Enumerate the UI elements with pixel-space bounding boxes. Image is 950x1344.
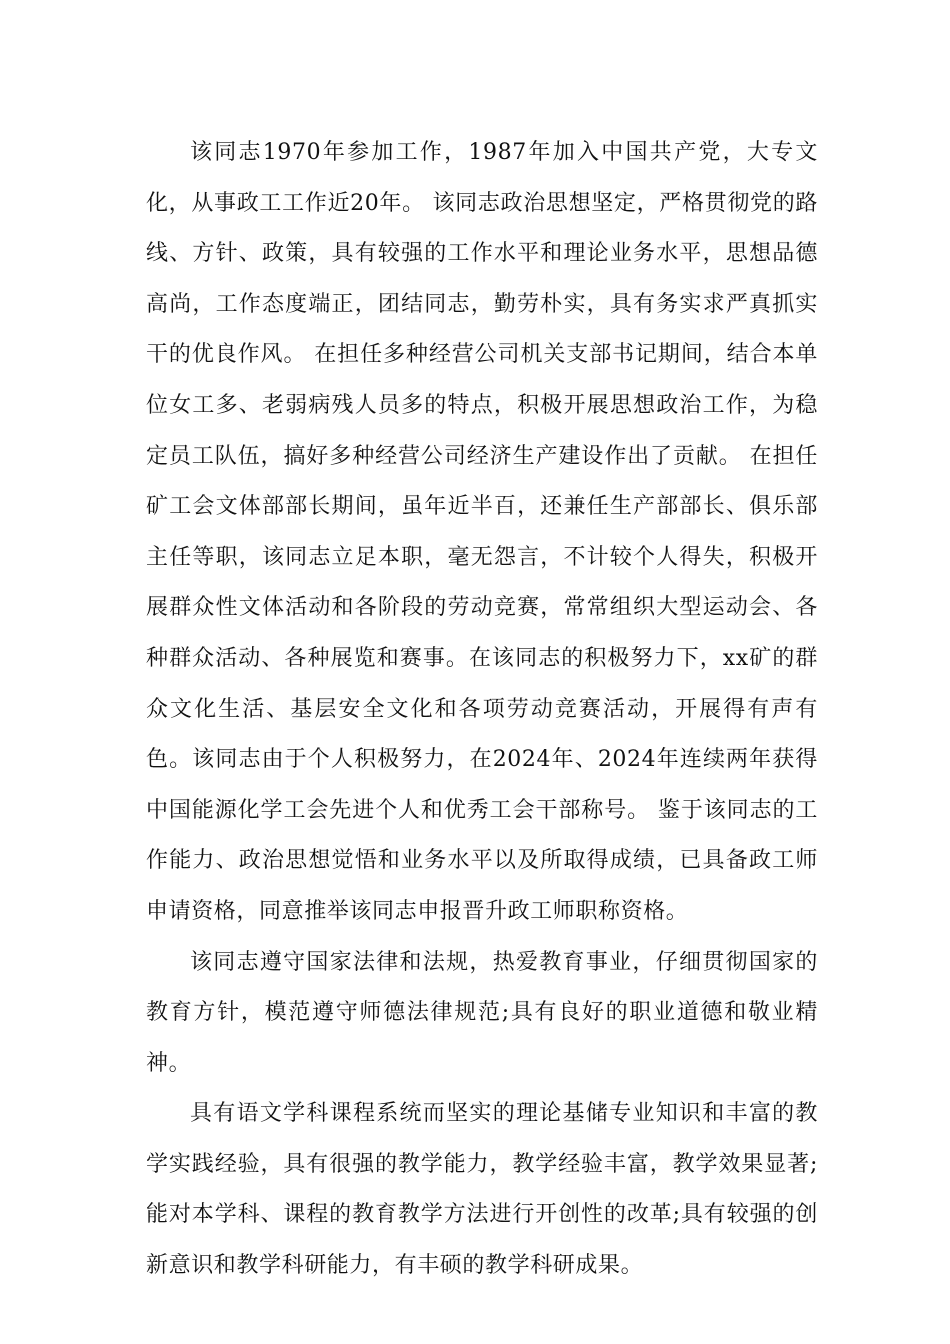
document-body bbox=[146, 128, 818, 1292]
paragraph-1: 该同志1970年参加工作，1987年加入中国共产党，大专文化，从事政工工作近20年。 该同志政治思想坚定，严格贯彻党的路线、方针、政策，具有较强的工作水平和理论业务水平，思想品德高尚，工作态度端正，团结同志，勤劳朴实，具有务实求严真抓实干的优良作风。 在担任多种经营公司机关支部书记期间，结合本单位女工多、老弱病残人员多的特点，积极开展思想政治工作，为稳定员工队伍，搞好多种经营公司经济生产建设作出了贡献。 在担任矿工会文体部部长期间，虽年近半百，还兼任生产部部长、俱乐部主任等职，该同志立足本职，毫无怨言，不计较个人得失，积极开展群众性文体活动和各阶段的劳动竞赛，常常组织大型运动会、各种群众活动、各种展览和赛事。在该同志的积极努力下，xx矿的群众文化生活、基层安全文化和各项劳动竞赛活动，开展得有声有色。该同志由于个人积极努力，在2024年、2024年连续两年获得中国能源化学工会先进个人和优秀工会干部称号。 鉴于该同志的工作能力、政治思想觉悟和业务水平以及所取得成绩，已具备政工师申请资格，同意推举该同志申报晋升政工师职称资格。 bbox=[146, 140, 818, 924]
paragraph-2: 该同志遵守国家法律和法规，热爱教育事业，仔细贯彻国家的教育方针，模范遵守师德法律规范;具有良好的职业道德和敬业精神。 bbox=[146, 949, 818, 1076]
paragraph-3: 具有语文学科课程系统而坚实的理论基储专业知识和丰富的教学实践经验，具有很强的教学能力，教学经验丰富，教学效果显著;能对本学科、课程的教育教学方法进行开创性的改革;具有较强的创新意识和教学科研能力，有丰硕的教学科研成果。 bbox=[146, 1101, 818, 1279]
